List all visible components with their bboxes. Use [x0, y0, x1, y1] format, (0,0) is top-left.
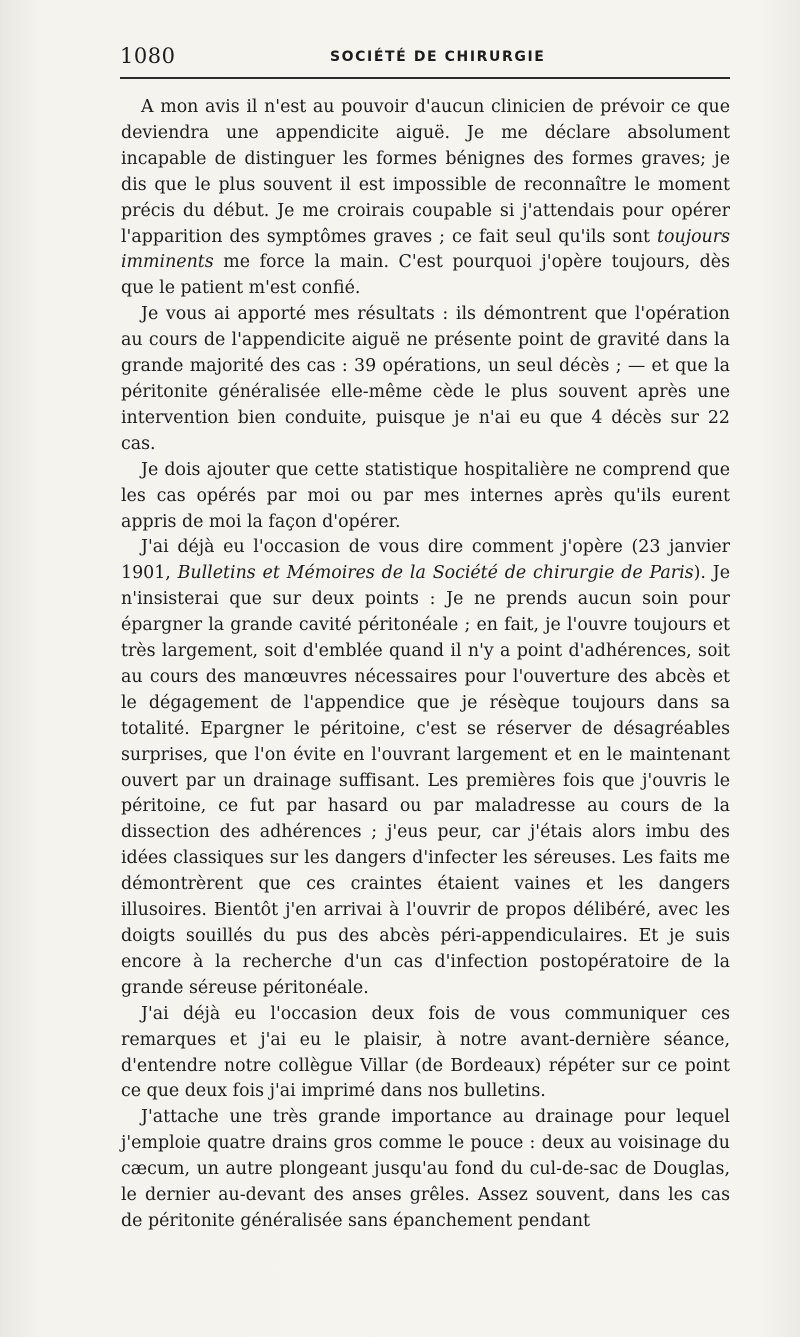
paragraph-4-text-b: ). Je n'insisterai que sur deux points : Je ne prends aucun soin pour épargner la grande cavité péritonéale ; en fait, je l'ouvre toujours et très largement, soit d'emblée quand il n'y a point d'adhérences, soit au cours des manœuvres nécessaires pour l'ouverture des abcès et le dégagement de l'appendice que je résèque toujours dans sa totalité. Epargner le péritoine, c'est se réserver de désagréables surprises, que l'on évite en l'ouvrant largement et en le maintenant ouvert par un drainage suffisant. Les premières fois que j'ouvris le péritoine, ce fut par hasard ou par maladresse au cours de la dissection des adhérences ; j'eus peur, car j'étais alors imbu des idées classiques sur les dangers d'infecter les séreuses. Les faits me démontrèrent que ces craintes étaient vaines et les dangers illusoires. Bientôt j'en arrivai à l'ouvrir de propos délibéré, avec les doigts souillés du pus des abcès péri-appendiculaires. Et je suis encore à la recherche d'un cas d'infection postopératoire de la grande séreuse péritonéale.	[121, 563, 730, 998]
page-number: 1080	[120, 44, 176, 68]
paragraph-4-italic: Bulletins et Mémoires de la Société de chirurgie de Paris	[177, 563, 694, 584]
paragraph-3: Je dois ajouter que cette statistique hospitalière ne comprend que les cas opérés par moi ou par mes internes après qu'ils eurent appris de moi la façon d'opérer.	[121, 459, 730, 532]
header-rule	[120, 77, 730, 79]
paragraph-4-text-a: J'ai déjà eu l'occasion de vous dire comment j'opère (23 janvier 1901,	[121, 537, 730, 584]
paragraph-5: J'ai déjà eu l'occasion deux fois de vous communiquer ces remarques et j'ai eu le plaisir, à notre avant-dernière séance, d'entendre notre collègue Villar (de Bordeaux) répéter sur ce point ce que deux fois j'ai imprimé dans nos bulletins.	[121, 1003, 730, 1102]
paragraph-1-text-a: A mon avis il n'est au pouvoir d'aucun clinicien de prévoir ce que deviendra une appendicite aiguë. Je me déclare absolument incapable de distinguer les formes bénignes des formes graves; je dis que le plus souvent il est impossible de reconnaître le moment précis du début. Je me croirais coupable si j'attendais pour opérer l'apparition des symptômes graves ; ce fait seul qu'ils sont	[121, 97, 730, 247]
running-head: SOCIÉTÉ DE CHIRURGIE	[330, 49, 546, 65]
page-header	[120, 44, 730, 74]
paragraph-2: Je vous ai apporté mes résultats : ils démontrent que l'opération au cours de l'appendicite aiguë ne présente point de gravité dans la grande majorité des cas : 39 opérations, un seul décès ; — et que la péritonite généralisée elle-même cède le plus souvent après une intervention bien conduite, puisque je n'ai eu que 4 décès sur 22 cas.	[121, 304, 730, 454]
paragraph-1-italic: toujours imminents	[121, 226, 730, 273]
paragraph-1-text-b: me force la main. C'est pourquoi j'opère toujours, dès que le patient m'est confié.	[121, 252, 730, 299]
body-text	[121, 95, 730, 1235]
paragraph-1	[121, 95, 730, 302]
paragraph-6: J'attache une très grande importance au drainage pour lequel j'emploie quatre drains gros comme le pouce : deux au voisinage du cæcum, un autre plongeant jusqu'au fond du cul-de-sac de Douglas, le dernier au-devant des anses grêles. Assez souvent, dans les cas de péritonite généralisée sans épanchement pendant	[121, 1107, 730, 1231]
paragraph-4	[121, 535, 730, 1001]
